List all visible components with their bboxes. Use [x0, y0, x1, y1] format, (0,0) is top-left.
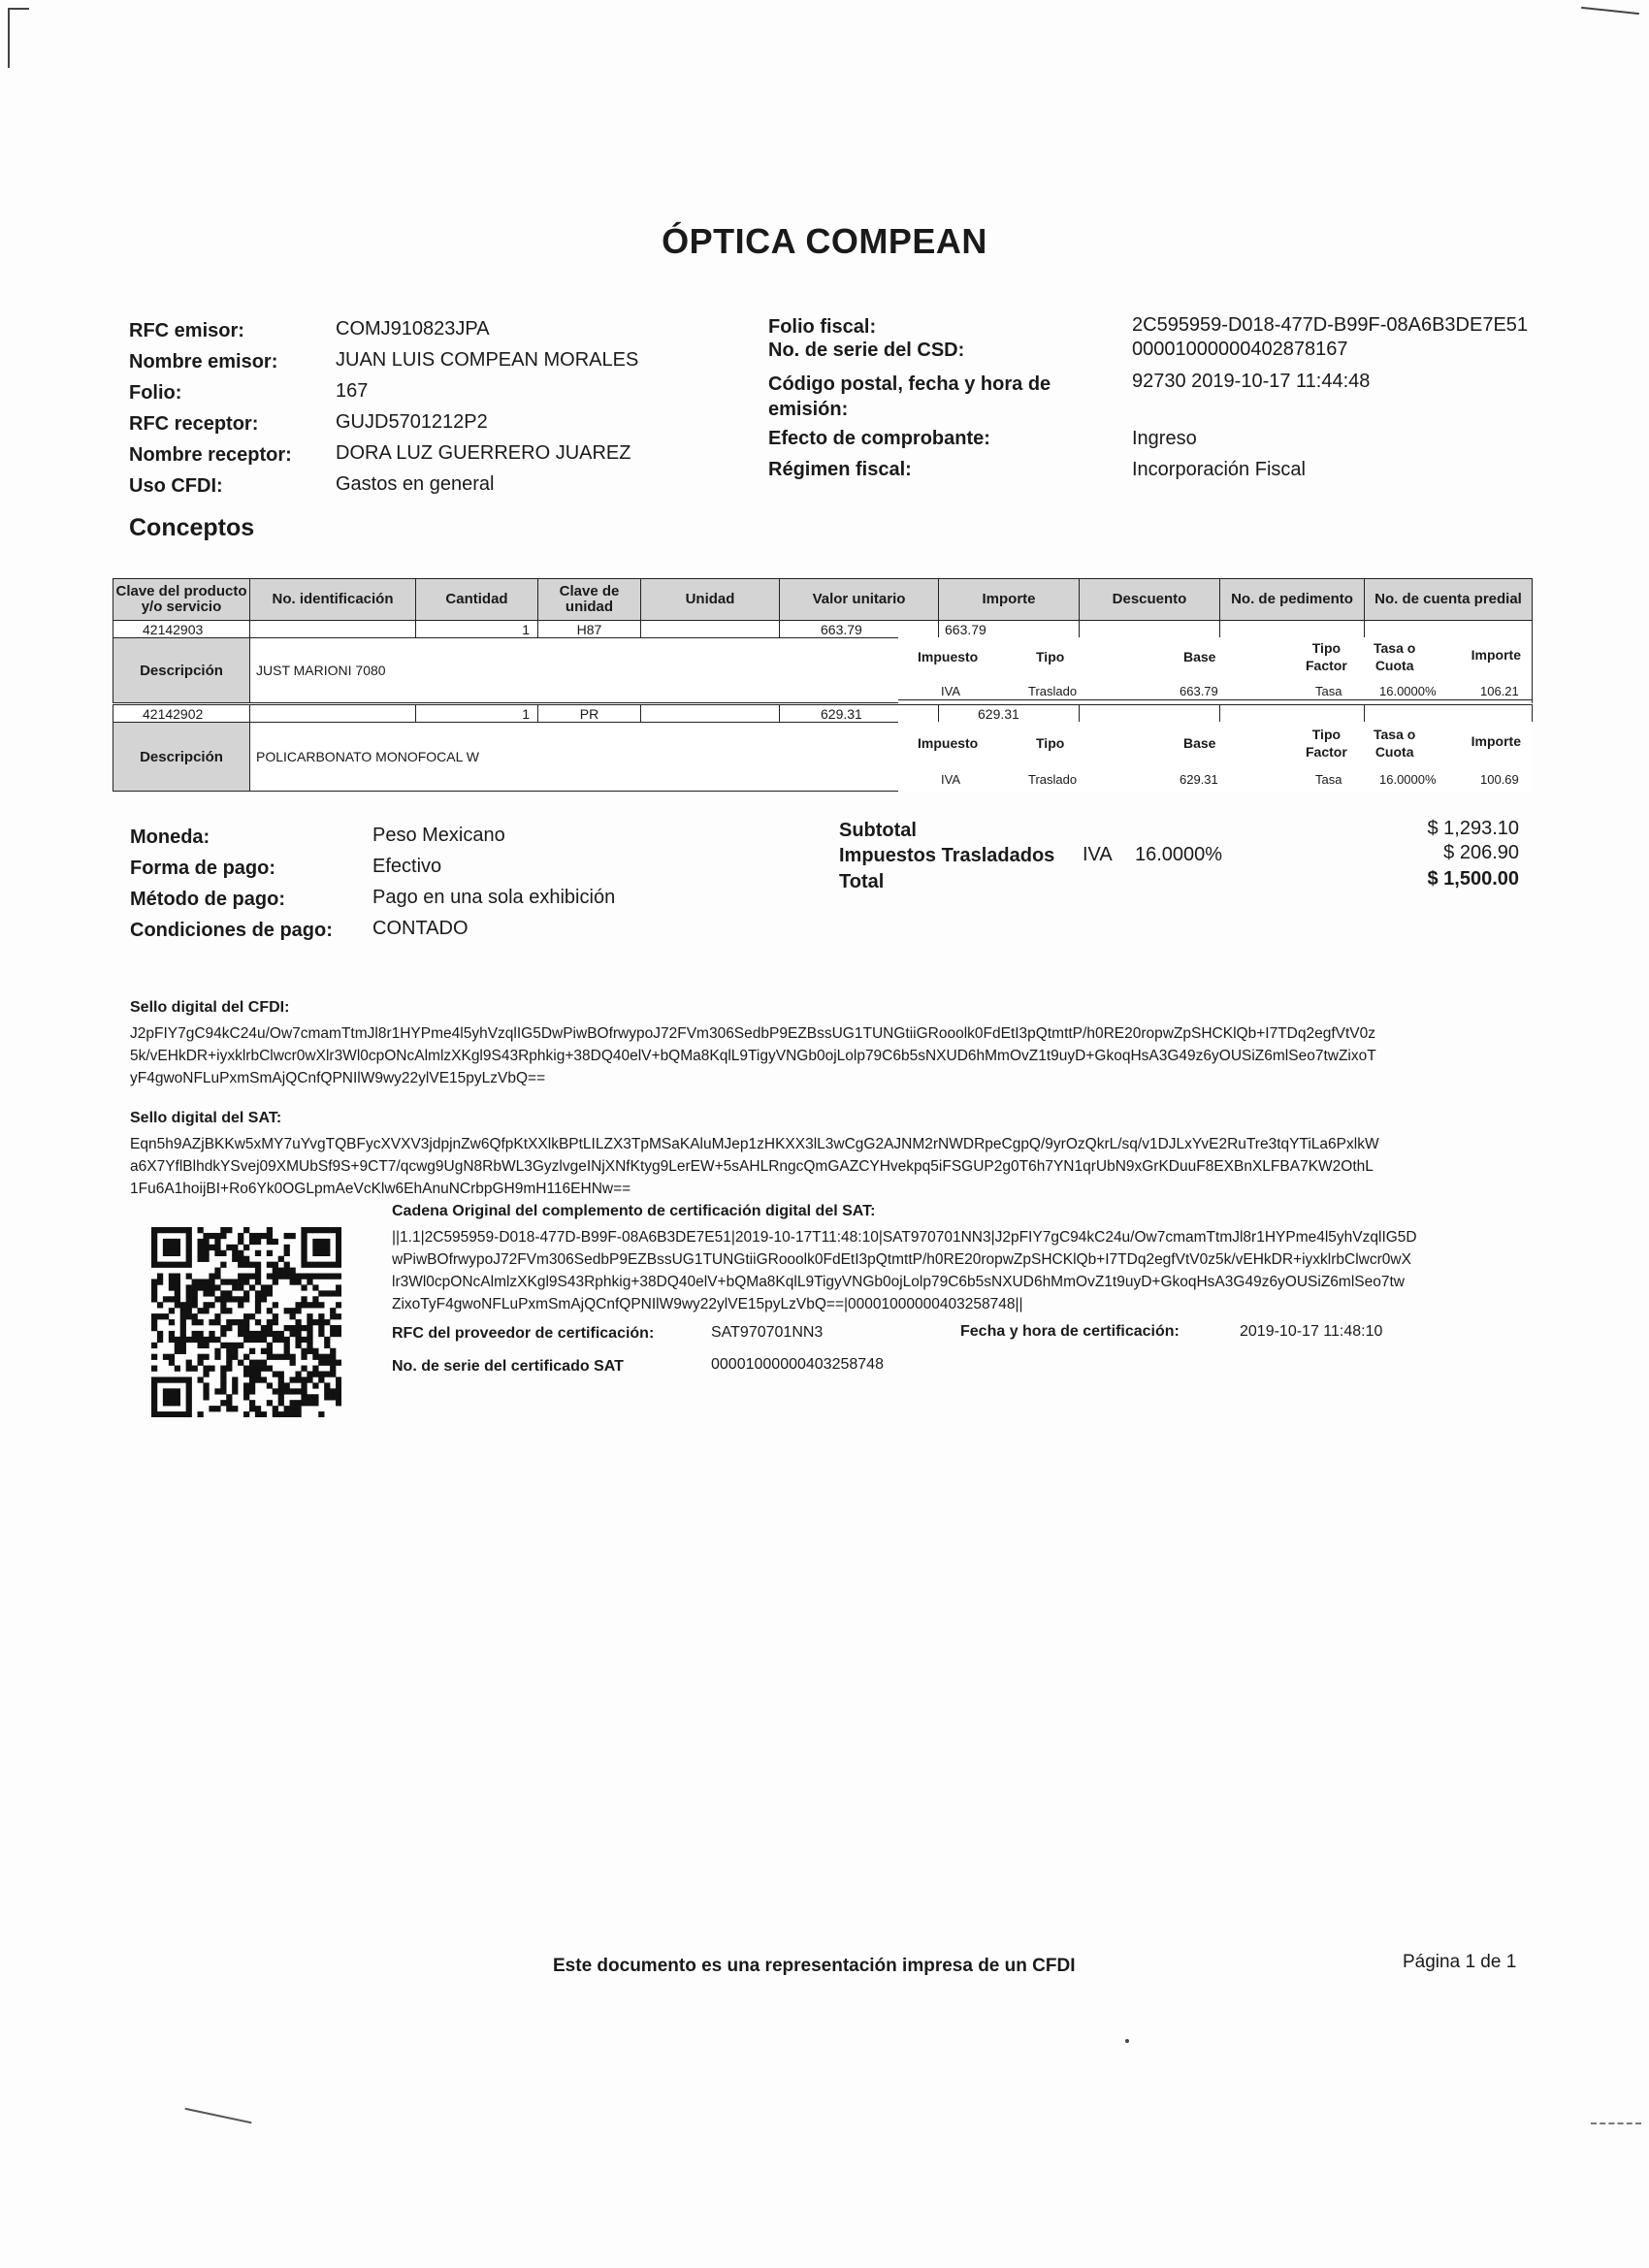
row2-predial	[1364, 704, 1533, 723]
value-folio-fiscal: 2C595959-D018-477D-B99F-08A6B3DE7E51	[1132, 314, 1529, 336]
scan-smudge	[1591, 2122, 1641, 2124]
value-metodo-pago: Pago en una sola exhibición	[372, 887, 616, 908]
sello-sat-line: 1Fu6A1hoijBI+Ro6Yk0OGLpmAeVcKlw6EhAnuNCrbpGH9mH116EHNw==	[130, 1181, 631, 1197]
label-nombre-emisor: Nombre emisor:	[129, 351, 278, 373]
row1-descuento	[1079, 620, 1220, 638]
row2-cantidad: 1	[415, 704, 538, 723]
row1-clave: 42142903	[113, 620, 250, 638]
label-folio: Folio:	[129, 382, 182, 404]
row2-identificacion	[249, 704, 416, 723]
sello-sat-label: Sello digital del SAT:	[130, 1110, 282, 1126]
value-uso-cfdi: Gastos en general	[336, 473, 495, 495]
qr-code-icon	[151, 1227, 341, 1417]
row1-unidad	[640, 620, 780, 638]
row2-importe: 629.31	[938, 704, 1080, 723]
row2-descuento	[1079, 704, 1220, 723]
row1-tax-h-tasa-line1: Tasa o	[1374, 640, 1416, 656]
sello-cfdi-label: Sello digital del CFDI:	[130, 999, 290, 1016]
label-rfc-proveedor: RFC del proveedor de certificación:	[392, 1325, 655, 1342]
label-serie-csd: No. de serie del CSD:	[768, 340, 965, 361]
sello-sat-line: a6X7YflBlhdkYSvej09XMUbSf9S+9CT7/qcwg9UgN8RbWL3GyzlvgeINjXNfKtyg9LerEW+5sAHLRngcQmGAZCYHvekpq5iFSGUP2g0T6h7YN1qrUbN9xGrKDuuF8EXBnXLFBA7KW2OthL	[130, 1158, 1374, 1175]
value-fecha-certificacion: 2019-10-17 11:48:10	[1240, 1323, 1383, 1340]
row1-valor-unitario: 663.79	[779, 620, 939, 638]
row2-tax-h-tipo-factor	[1306, 726, 1347, 761]
label-subtotal: Subtotal	[839, 820, 917, 841]
row1-tax-tasa: 16.0000%	[1379, 684, 1437, 698]
cadena-line: wPiwBOfrwypoJ72FVm306SedbP9EZBssUG1TUNGtiiGRooolk0FdEtI3pQtmttP/h0RE20ropwZpSHCKlQb+I7TDq2egfVtV0z5k/vEHkDR+iyxklrbClwcr0wX	[392, 1251, 1411, 1268]
row2-tax-h-tasa	[1374, 726, 1415, 761]
th-clave-producto-line1: Clave del producto	[115, 583, 247, 599]
row2-tax-base: 629.31	[1180, 772, 1218, 787]
row2-tax-h-tipo-factor-line1: Tipo	[1311, 727, 1342, 742]
row1-tax-importe: 106.21	[1480, 684, 1519, 698]
row1-importe: 663.79	[938, 620, 1080, 638]
value-rfc-proveedor: SAT970701NN3	[711, 1324, 824, 1341]
value-impuestos-trasladados: $ 206.90	[1443, 842, 1519, 863]
footer-note: Este documento es una representación impresa de un CFDI	[553, 1956, 1076, 1976]
row2-descripcion-label: Descripción	[113, 722, 250, 792]
label-impuestos-trasladados: Impuestos Trasladados	[839, 845, 1055, 866]
row1-tax-h-tipo: Tipo	[1036, 649, 1065, 664]
row1-tax-divider	[898, 699, 1532, 700]
label-efecto: Efecto de comprobante:	[768, 428, 990, 449]
emisor-values	[336, 318, 743, 504]
label-serie-certificado-sat: No. de serie del certificado SAT	[392, 1358, 624, 1375]
label-regimen: Régimen fiscal:	[768, 459, 912, 480]
row1-tax-h-base: Base	[1183, 649, 1216, 664]
label-folio-fiscal: Folio fiscal:	[768, 316, 877, 338]
row2-descripcion: POLICARBONATO MONOFOCAL W	[249, 722, 899, 792]
cadena-label: Cadena Original del complemento de certificación digital del SAT:	[392, 1203, 876, 1219]
document-title: ÓPTICA COMPEAN	[662, 221, 987, 261]
value-impuestos-tasa: 16.0000%	[1135, 844, 1223, 865]
row1-identificacion	[249, 620, 416, 638]
cadena-line: ZixoTyF4gwoNFLuPxmSmAjQCnfQPNIlW9wy22ylVE15pyLzVbQ==|00001000000403258748||	[392, 1296, 1023, 1312]
row2-tax-h-tasa-line2: Cuota	[1374, 744, 1414, 760]
row2-tax-h-tipo: Tipo	[1036, 735, 1065, 751]
row1-tax-h-tipo-factor-line2: Factor	[1306, 658, 1347, 673]
label-nombre-receptor: Nombre receptor:	[129, 444, 292, 466]
row2-pedimento	[1219, 704, 1365, 723]
row2-tax-factor: Tasa	[1315, 772, 1342, 787]
footer-page-number: Página 1 de 1	[1403, 1952, 1517, 1972]
label-forma-pago: Forma de pago:	[130, 858, 276, 879]
row1-descripcion-label: Descripción	[113, 637, 250, 703]
th-descuento: Descuento	[1079, 578, 1220, 621]
cadena-line: lr3Wl0cpONcAlmlzXKgl9S43Rphkig+38DQ40elV+bQMa8KqlL9TigyVNGb0ojLolp79C6b5sNXUD6hMmOvZ1t9uyD+GkoqHsA3G49z6yOUSiZ6mlSeo7tw	[392, 1274, 1405, 1290]
row1-clave-unidad: H87	[537, 620, 641, 638]
value-subtotal: $ 1,293.10	[1427, 818, 1519, 839]
row1-tax-h-impuesto: Impuesto	[918, 649, 979, 664]
row1-tax-h-tipo-factor	[1306, 639, 1347, 674]
row1-tax-factor: Tasa	[1315, 684, 1342, 698]
label-codigo-postal	[768, 372, 1051, 422]
th-valor-unitario: Valor unitario	[779, 578, 939, 621]
row1-tax-impuesto: IVA	[941, 684, 960, 698]
sello-cfdi-line: 5k/vEHkDR+iyxklrbClwcr0wXlr3Wl0cpONcAlmlzXKgl9S43Rphkig+38DQ40elV+bQMa8KqlL9TigyVNGb0ojLolp79C6b5sNXUD6hMmOvZ1t9uyD+GkoqHsA3G49z6yOUSiZ6mlSeo7twZixoT	[130, 1048, 1376, 1064]
row2-tax-block	[898, 722, 1533, 792]
sello-sat-line: Eqn5h9AZjBKKw5xMY7uYvgTQBFycXVXV3jdpjnZw6QfpKtXXlkBPtLILZX3TpMSaKAluMJep1zHKXX3lL3wCgG2AJNM2rNWDRpeCgpQ/9yrOzQkrL/sq/v1DJLxYvE2RuTre3tqYTiLa6PxlkW	[130, 1136, 1379, 1152]
th-unidad: Unidad	[640, 578, 780, 621]
row2-tax-h-tipo-factor-line2: Factor	[1306, 744, 1347, 760]
value-efecto: Ingreso	[1132, 428, 1197, 449]
cadena-line: ||1.1|2C595959-D018-477D-B99F-08A6B3DE7E51|2019-10-17T11:48:10|SAT970701NN3|J2pFIY7gC94kC24u/Ow7cmamTtmJl8r1HYPme4l5yhVzqlIG5D	[392, 1229, 1417, 1246]
sello-cfdi-line: J2pFIY7gC94kC24u/Ow7cmamTtmJl8r1HYPme4l5yhVzqlIG5DwPiwBOfrwypoJ72FVm306SedbP9EZBssUG1TUNGtiiGRooolk0FdEtI3pQtmttP/h0RE20ropwZpSHCKlQb+I7TDq2egfVtV0z	[130, 1025, 1375, 1042]
row1-pedimento	[1219, 620, 1365, 638]
th-no-cuenta-predial: No. de cuenta predial	[1364, 578, 1533, 621]
row2-tax-h-impuesto: Impuesto	[918, 735, 979, 751]
row1-tax-h-importe: Importe	[1471, 647, 1521, 663]
row1-tax-h-tasa-line2: Cuota	[1374, 658, 1414, 673]
row2-tax-importe: 100.69	[1480, 772, 1519, 787]
row2-clave-unidad: PR	[537, 704, 641, 723]
th-clave-unidad	[537, 578, 641, 621]
scan-dot	[1125, 2039, 1129, 2043]
payment-labels	[130, 826, 363, 951]
value-folio: 167	[336, 380, 369, 402]
value-forma-pago: Efectivo	[372, 856, 442, 877]
sello-cfdi-text	[130, 1022, 1536, 1089]
label-codigo-postal-line2: emisión:	[768, 399, 849, 420]
row1-descripcion: JUST MARIONI 7080	[249, 637, 899, 703]
row2-valor-unitario: 629.31	[779, 704, 939, 723]
label-fecha-certificacion: Fecha y hora de certificación:	[960, 1323, 1180, 1340]
sello-sat-text	[130, 1133, 1536, 1200]
value-impuestos-tipo: IVA	[1083, 844, 1113, 865]
conceptos-heading: Conceptos	[129, 514, 255, 541]
value-serie-csd: 00001000000402878167	[1132, 339, 1348, 360]
row2-unidad	[640, 704, 780, 723]
label-condiciones-pago: Condiciones de pago:	[130, 920, 333, 941]
value-regimen: Incorporación Fiscal	[1132, 459, 1306, 480]
row2-tax-h-tasa-line1: Tasa o	[1374, 727, 1416, 742]
th-clave-unidad-line2: unidad	[565, 599, 614, 615]
value-rfc-receptor: GUJD5701212P2	[336, 411, 488, 433]
row2-tax-tasa: 16.0000%	[1379, 772, 1437, 787]
value-total: $ 1,500.00	[1427, 868, 1519, 890]
label-moneda: Moneda:	[130, 826, 210, 848]
sello-cfdi-line: yF4gwoNFLuPxmSmAjQCnfQPNIlW9wy22ylVE15pyLzVbQ==	[130, 1070, 546, 1086]
th-cantidad: Cantidad	[415, 578, 538, 621]
th-clave-unidad-line1: Clave de	[559, 583, 620, 599]
th-importe: Importe	[938, 578, 1080, 621]
value-nombre-receptor: DORA LUZ GUERRERO JUAREZ	[336, 442, 631, 464]
scan-smudge	[185, 2108, 252, 2124]
value-serie-certificado-sat: 00001000000403258748	[711, 1356, 884, 1373]
value-moneda: Peso Mexicano	[372, 825, 505, 846]
row2-tax-impuesto: IVA	[941, 772, 960, 787]
scan-edge-mark	[1581, 7, 1639, 15]
th-clave-producto	[113, 578, 250, 621]
conceptos-table	[113, 578, 1533, 801]
value-nombre-emisor: JUAN LUIS COMPEAN MORALES	[336, 349, 639, 371]
row2-tax-h-base: Base	[1183, 735, 1216, 751]
label-rfc-receptor: RFC receptor:	[129, 413, 259, 435]
value-rfc-emisor: COMJ910823JPA	[336, 318, 490, 340]
cadena-text	[392, 1226, 1536, 1315]
row1-tax-h-tipo-factor-line1: Tipo	[1311, 640, 1342, 656]
payment-values	[372, 825, 760, 949]
label-codigo-postal-line1: Código postal, fecha y hora de	[768, 373, 1051, 395]
label-rfc-emisor: RFC emisor:	[129, 320, 244, 341]
emisor-labels	[129, 320, 333, 506]
row2-tax-tipo: Traslado	[1028, 772, 1078, 787]
row1-predial	[1364, 620, 1533, 638]
row1-tax-block	[898, 637, 1533, 703]
label-uso-cfdi: Uso CFDI:	[129, 475, 223, 497]
value-condiciones-pago: CONTADO	[372, 918, 469, 939]
th-no-pedimento: No. de pedimento	[1219, 578, 1365, 621]
th-clave-producto-line2: y/o servicio	[141, 599, 222, 615]
scan-corner-mark	[8, 8, 29, 68]
row2-clave: 42142902	[113, 704, 250, 723]
row1-tax-h-tasa	[1374, 639, 1415, 674]
row2-tax-h-importe: Importe	[1471, 733, 1521, 749]
row1-tax-tipo: Traslado	[1028, 684, 1078, 698]
row1-cantidad: 1	[415, 620, 538, 638]
th-no-identificacion: No. identificación	[249, 578, 416, 621]
row1-tax-base: 663.79	[1180, 684, 1218, 698]
value-codigo-postal: 92730 2019-10-17 11:44:48	[1132, 371, 1371, 392]
label-metodo-pago: Método de pago:	[130, 889, 285, 910]
label-total: Total	[839, 871, 885, 892]
